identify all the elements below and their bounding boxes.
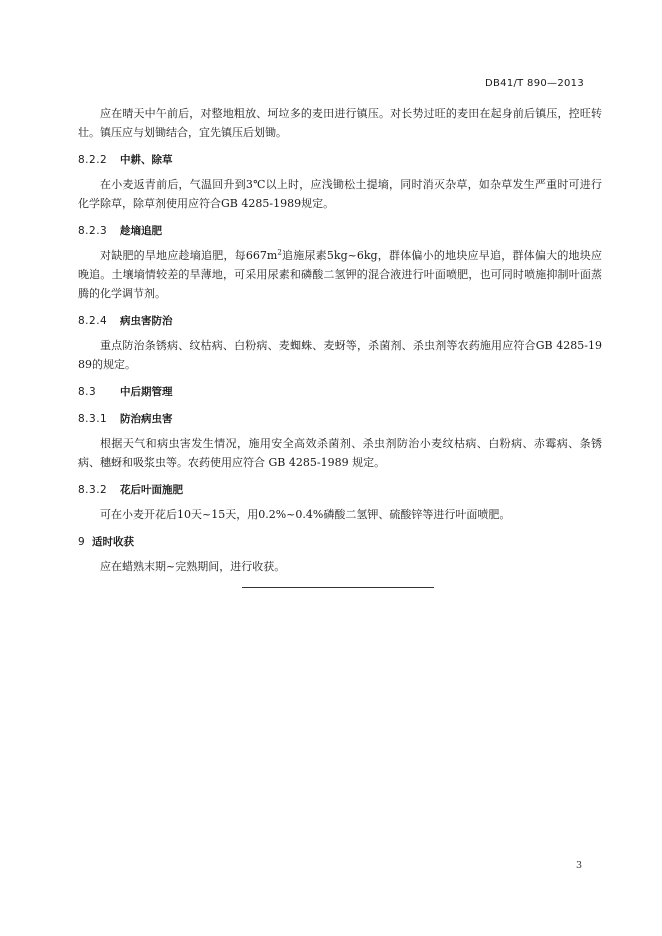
section-number: 8.3.2 [78,484,108,496]
section-8-2-4-text: 重点防治条锈病、纹枯病、白粉病、麦蜘蛛、麦蚜等，杀菌剂、杀虫剂等农药施用应符合GB 4285-1989的规定。 [78,339,602,371]
section-8-2-3-heading [78,222,602,240]
document-body [78,104,602,576]
text-part-a: 对缺肥的旱地应趁墒追肥，每667m [100,249,278,262]
section-title: 防治病虫害 [120,413,173,425]
section-number: 9 [78,536,86,548]
section-title: 趁墒追肥 [120,225,162,237]
text-part-b: 追施尿素5kg~6kg，群体偏小的地块应早追，群体偏大的地块应晚追。土壤墒情较差的旱薄地，可采用尿素和磷酸二氢钾的混合液进行叶面喷肥，也可同时喷施抑制叶面蒸腾的化学调节剂。 [78,249,602,300]
section-title: 病虫害防治 [120,315,173,327]
section-number: 8.2.3 [78,225,108,237]
section-title: 中耕、除草 [120,154,173,166]
section-title: 花后叶面施肥 [120,484,183,496]
section-8-2-2-heading [78,151,602,169]
section-8-3-1-heading [78,410,602,428]
end-of-document-rule [242,587,434,588]
section-9-heading [78,533,602,551]
section-title: 中后期管理 [120,386,173,398]
section-8-3-1-text: 根据天气和病虫害发生情况，施用安全高效杀菌剂、杀虫剂防治小麦纹枯病、白粉病、赤霉病、条锈病、穗蚜和吸浆虫等。农药使用应符合 GB 4285-1989 规定。 [78,437,602,469]
superscript: 2 [277,248,282,257]
section-number: 8.3.1 [78,413,108,425]
section-8-3-2-text: 可在小麦开花后10天~15天，用0.2%~0.4%磷酸二氢钾、硫酸锌等进行叶面喷肥。 [100,508,511,521]
section-9-text: 应在蜡熟末期~完熟期间，进行收获。 [100,560,286,573]
section-number: 8.2.4 [78,315,108,327]
section-number: 8.2.2 [78,154,108,166]
section-8-2-3-text [78,246,602,303]
section-8-3-2-heading [78,481,602,499]
section-number: 8.3 [78,386,97,398]
document-id: DB41/T 890—2013 [485,78,584,89]
section-title: 适时收获 [92,536,134,548]
page-number: 3 [575,860,582,871]
section-8-2-4-heading [78,312,602,330]
section-8-3-heading [78,383,602,401]
section-8-2-2-text: 在小麦返青前后，气温回升到3℃以上时，应浅锄松土提墒，同时消灭杂草，如杂草发生严重时可进行化学除草，除草剂使用应符合GB 4285-1989规定。 [78,178,602,210]
intro-paragraph: 应在晴天中午前后，对整地粗放、坷垃多的麦田进行镇压。对长势过旺的麦田在起身前后镇压，控旺转壮。镇压应与划锄结合，宜先镇压后划锄。 [78,107,602,139]
